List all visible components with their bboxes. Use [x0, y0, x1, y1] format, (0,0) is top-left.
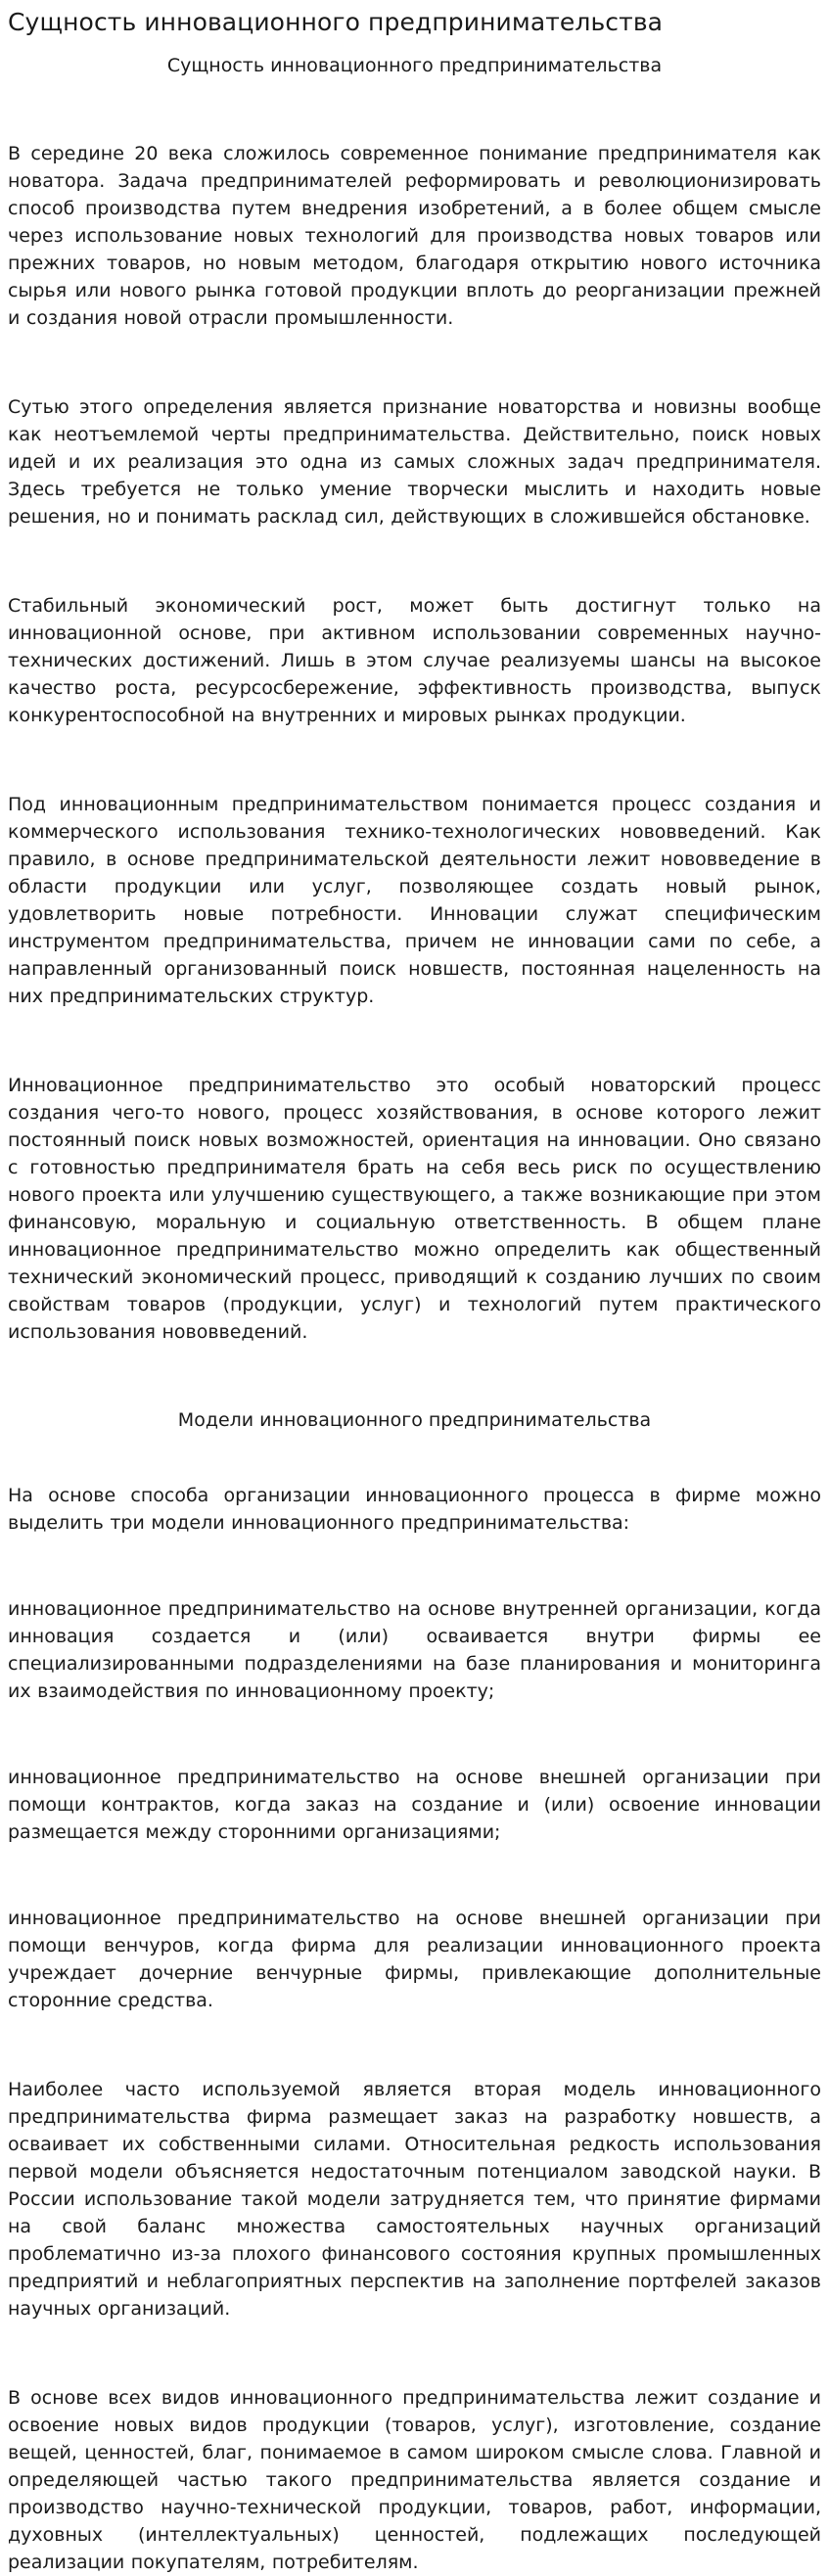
section-heading-models: Модели инновационного предпринимательства	[177, 1409, 652, 1431]
paragraph-model-ventures: инновационное предпринимательство на основе внешней организации при помощи венчуров, когда фирма для реализации инновационного проекта учреждает дочерние венчурные фирмы, привлекающие дополнительные сторонние средства.	[8, 1908, 821, 2011]
paragraph-conclusion: В основе всех видов инновационного предпринимательства лежит создание и освоение новых видов продукции (товаров, услуг), изготовление, создание вещей, ценностей, благ, понимаемое в самом широком смысле слова. Главной и определяющей частью такого предпринимательства является создание и производство научно-технической продукции, товаров, работ, информации, духовных (интеллектуальных) ценностей, подлежащих последующей реализации покупателям, потребителям.	[8, 2387, 821, 2573]
paragraph-intro-5: Инновационное предпринимательство это особый новаторский процесс создания чего-то нового, процесс хозяйствования, в основе которого лежит постоянный поиск новых возможностей, ориентация на инновации. Оно связано с готовностью предпринимателя брать на себя весь риск по осуществлению нового проекта или улучшению существующего, а также возникающие при этом финансовую, моральную и социальную ответственность. В общем плане инновационное предпринимательство можно определить как общественный технический экономический процесс, приводящий к созданию лучших по своим свойствам товаров (продукции, услуг) и технологий путем практического использования нововведений.	[8, 1075, 821, 1343]
page-title: Сущность инновационного предпринимательства	[8, 8, 664, 36]
paragraph-models-analysis: Наиболее часто используемой является вторая модель инновационного предпринимательства фирма размещает заказ на разработку новшеств, а осваивает их собственными силами. Относительная редкость использования первой модели объясняется недостаточным потенциалом заводской науки. В России использование такой модели затрудняется тем, что принятие фирмами на свой баланс множества самостоятельных научных организаций проблематично из-за плохого финансового состояния крупных промышленных предприятий и неблагоприятных перспектив на заполнение портфелей заказов научных организаций.	[8, 2079, 821, 2320]
paragraph-intro-3: Стабильный экономический рост, может быть достигнут только на инновационной основе, при активном использовании современных научно-технических достижений. Лишь в этом случае реализуемы шансы на высокое качество роста, ресурсосбережение, эффективность производства, выпуск конкурентоспособной на внутренних и мировых рынках продукции.	[8, 595, 821, 726]
paragraph-model-internal: инновационное предпринимательство на основе внутренней организации, когда инновация создается и (или) осваивается внутри фирмы ее специализированными подразделениями на базе планирования и мониторинга их взаимодействия по инновационному проекту;	[8, 1598, 821, 1702]
paragraph-model-contracts: инновационное предпринимательство на основе внешней организации при помощи контрактов, когда заказ на создание и (или) освоение инновации размещается между сторонними организациями;	[8, 1767, 821, 1843]
paragraph-intro-2: Сутью этого определения является признание новаторства и новизны вообще как неотъемлемой черты предпринимательства. Действительно, поиск новых идей и их реализация это одна из самых сложных задач предпринимателя. Здесь требуется не только умение творчески мыслить и находить новые решения, но и понимать расклад сил, действующих в сложившейся обстановке.	[8, 396, 821, 528]
article-subtitle: Сущность инновационного предпринимательства	[166, 55, 663, 76]
paragraph-intro-4: Под инновационным предпринимательством понимается процесс создания и коммерческого использования технико-технологических нововведений. Как правило, в основе предпринимательской деятельности лежит нововведение в области продукции или услуг, позволяющее создать новый рынок, удовлетворить новые потребности. Инновации служат специфическим инструментом предпринимательства, причем не инновации сами по себе, а направленный организованный поиск новшеств, постоянная нацеленность на них предпринимательских структур.	[8, 794, 821, 1007]
paragraph-intro-1: В середине 20 века сложилось современное понимание предпринимателя как новатора. Задача предпринимателей реформировать и революционизировать способ производства путем внедрения изобретений, а в более общем смысле через использование новых технологий для производства новых товаров или прежних товаров, но новым методом, благодаря открытию нового источника сырья или нового рынка готовой продукции вплоть до реорганизации прежней и создания новой отрасли промышленности.	[8, 143, 821, 329]
paragraph-models-intro: На основе способа организации инновационного процесса в фирме можно выделить три модели инновационного предпринимательства:	[8, 1485, 821, 1534]
